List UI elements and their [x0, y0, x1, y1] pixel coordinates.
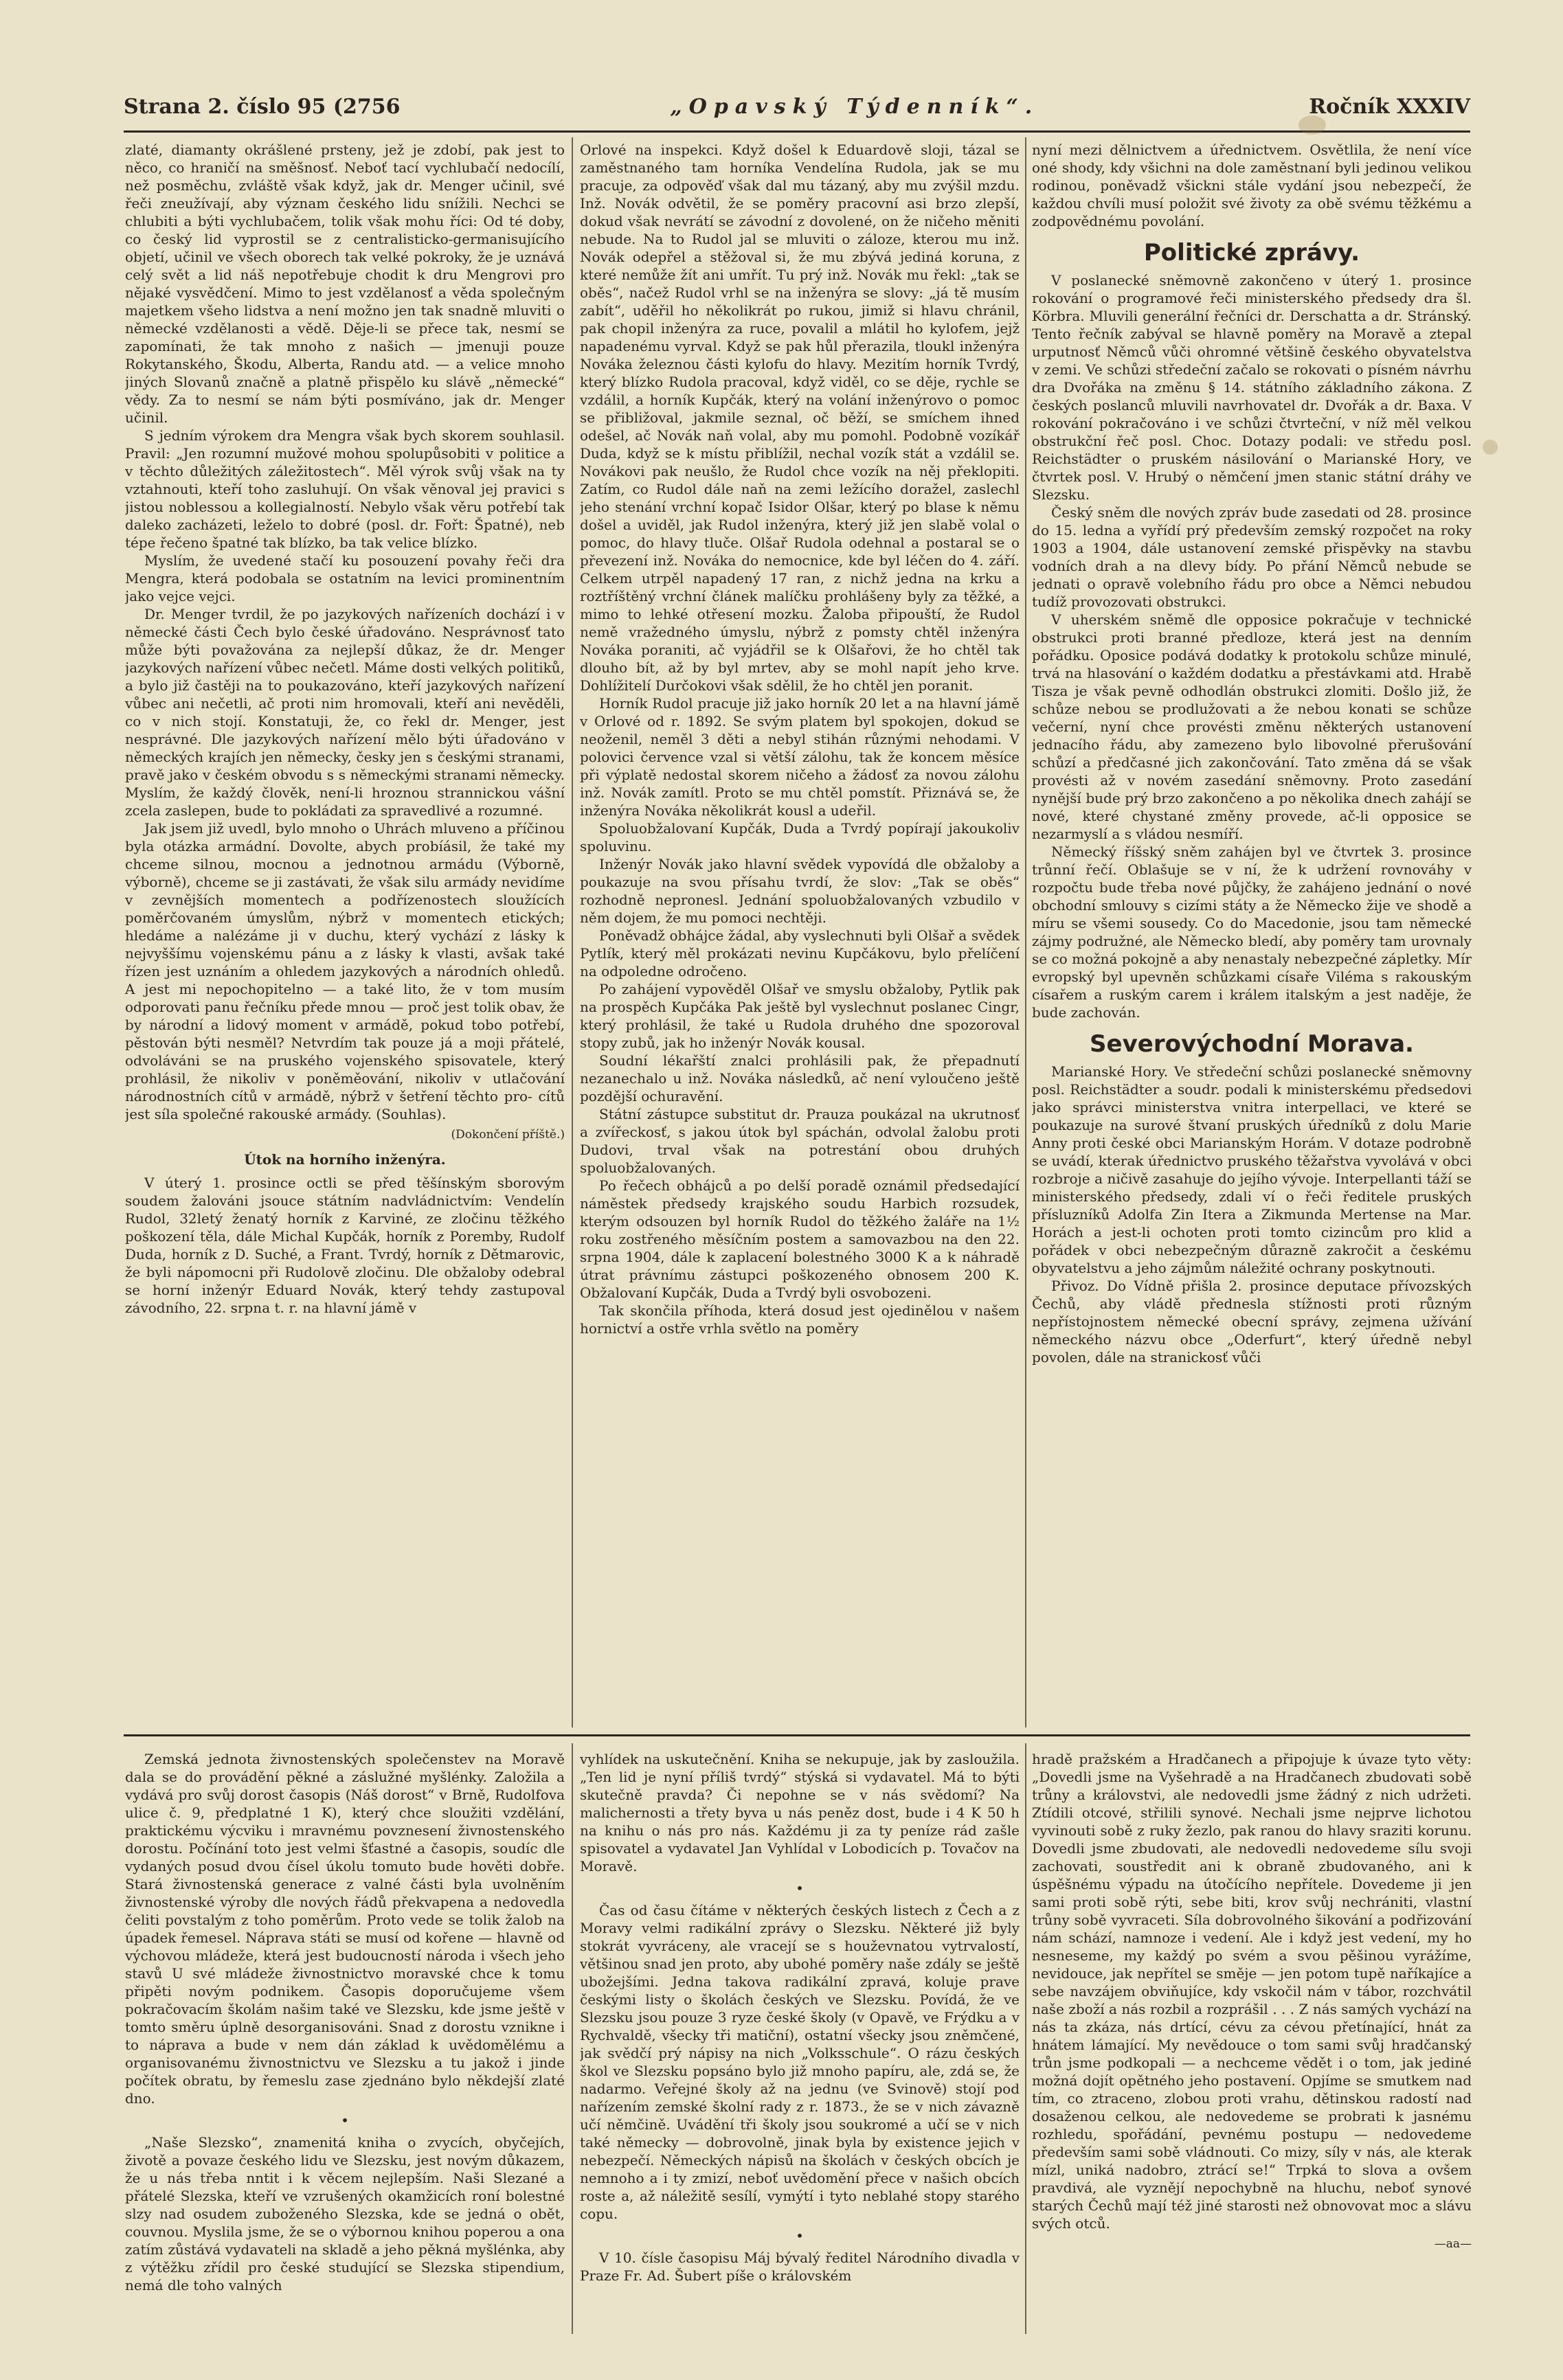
article-paragraph: V 10. čísle časopisu Máj bývalý ředitel Národního divadla v Praze Fr. Ad. Šubert píše o královském: [580, 2249, 1020, 2284]
section-heading-politics: Politické zprávy.: [1143, 239, 1360, 267]
article-paragraph: S jedním výrokem dra Mengra však bych skorem souhlasil. Pravil: „Jen rozumní mužové mohou spolupůsobiti v politice a v těchto důležitých záležitostech“. Měl výrok svůj však na ty vztahnouti, kteří toho zasluhují. On však věnoval jej pravici s jistou noblessou a kollegialností. Nebylo však věru potřebí tak daleko zacházeti, leželo to dobré (posl. dr. Fořt: Špatné), neb tépe řečeno špatné tak blízko, ba tak velice blízko.: [125, 427, 565, 551]
article-headline: Útok na horního inženýra.: [244, 1151, 446, 1168]
article-paragraph: Soudní lékařští znalci prohlásili pak, že přepadnutí nezanechalo u inž. Nováka následků, ač není vyloučeno ještě pozdější ochuravění.: [580, 1052, 1020, 1104]
header-page-number: Strana 2. číslo 95 (2756: [124, 94, 401, 119]
article-paragraph: Tak skončila příhoda, která dosud jest ojedinělou v našem hornictví a ostře vrhla světlo na poměry: [580, 1302, 1020, 1337]
header-volume: Ročník XXXIV: [1309, 94, 1470, 119]
article-paragraph: Státní zástupce substitut dr. Prauza poukázal na ukrutnosť a zvířeckosť, s jakou útok byl spáchán, odvolal žalobu proti Dudovi, trval však na potrestání obou druhých spoluobžalovaných.: [580, 1106, 1020, 1176]
column-divider: [1025, 137, 1026, 1727]
article-paragraph: Spoluobžalovaní Kupčák, Duda a Tvrdý popírají jakoukoliv spoluvinu.: [580, 820, 1020, 854]
article-paragraph: V úterý 1. prosince octli se před těšínským sborovým soudem žalováni jsouce státním nadvládnictvím: Vendelín Rudol, 32letý ženatý horník z Karviné, ze zločinu těžkého poškození těla, dále Michal Kupčák, horník z Poremby, Rudolf Duda, horník z D. Suché, a Frant. Tvrdý, horník z Dětmarovic, že byli nápomocni při Rudolově zločinu. Dle obžaloby odebral se horní inženýr Eduard Novák, který tehdy zastupoval závodního, 22. srpna t. r. na hlavní jámě v: [125, 1175, 565, 1316]
article-paragraph: Marianské Hory. Ve středeční schůzi poslanecké sněmovny posl. Reichstädter a soudr. podali k ministerskému předsedovi jako správci ministerstva vnitra interpellaci, ve které se poukazuje na surové štvaní pruských úředníků z dolu Marie Anny proti české obci Marianským Horám. V dotaze podrobně se uvádí, kterak úřednictvo pruského těžařstva vyvolává v obci rozbroje a ničivě zasahuje do jejího vývoje. Interpellanti táží se ministerského předsedy, zdali ví o řeči ředitele pruských přísluzníků Adolfa Zin Itera a Zikmunda Mertense na Mar. Horách a jest-li ochoten proti tomto cizincům pro klid a pořádek v obci nebezpečným důrazně zakročit a českému obyvatelstvu a jeho zájmům náležité ochrany poskytnouti.: [1032, 1063, 1472, 1276]
page-header: [124, 86, 1470, 127]
column-5: [580, 1750, 1020, 2327]
separator-mark: •: [796, 1880, 804, 1896]
column-divider: [1025, 1743, 1026, 2334]
column-3: [1032, 141, 1472, 1724]
article-paragraph: Po řečech obhájců a po delší poradě oznámil předsedající náměstek předsedy krajského soudu Harbich rozsudek, kterým odsouzen byl horník Rudol do těžkého žaláře na 1½ roku zostřeného měsíčním postem a samovazbou na den 22. srpna 1904, dále k zaplacení bolestného 3000 K a k náhradě útrat právnímu zástupci poškozeného obnosem 200 K. Obžalovaní Kupčák, Duda a Tvrdý byli osvobozeni.: [580, 1177, 1020, 1301]
article-paragraph: Poněvadž obhájce žádal, aby vyslechnuti byli Olšař a svědek Pytlík, který měl prokázati nevinu Kupčákovu, bylo přelíčení na odpoledne odročeno.: [580, 927, 1020, 979]
column-divider: [572, 1743, 573, 2334]
article-paragraph: Přivoz. Do Vídně přišla 2. prosince deputace přívozských Čechů, aby vládě přednesla stížnosti proti různým nepřístojnostem německé obecní správy, zejmena užívání německého názvu obce „Oderfurt“, který úředně nebyl povolen, dále na stranickosť vůči: [1032, 1278, 1472, 1365]
article-paragraph: Jak jsem již uvedl, bylo mnoho o Uhrách mluveno a příčinou byla otázka armádní. Dovolte, abych probíásil, že také my chceme silnou, mocnou a jednotnou armádu (Výborně, výborně), chceme se ji zastávati, že však silu armády nevidíme v zevnějších momentech a podřízenostech sloužících poměrčovaném úmyslům, nýbrž v momentech etických; hledáme a nalézáme ji v duchu, který vychází z lásky k nejvyššímu vojenskému pánu a z lásky k vlasti, avšak také řízen jest uznáním a ohledem jazykových a národních ohledů. A jest mi nepochopitelno — a také lito, že v tom musím odporovati panu řečníku přede mnou — proč jest tolik obav, že by národní a lidový moment v armádě, pokud tobo potřebí, pěstován býti nesměl? Netvrdím tak pouze já a moji přátelé, odvoláváni se na pruského vojenského spisovatele, který prohlásil, že nikoliv v poněměování, nikoliv v utlačování národnostních cítů v armádě, nýbrž v šetření těchto pro- cítů jest síla společné rakouské armády. (Souhlas).: [125, 820, 565, 1122]
article-paragraph: V poslanecké sněmovně zakončeno v úterý 1. prosince rokování o programové řeči ministerského předsedy dra šl. Körbra. Mluvili generální řečníci dr. Derschatta a dr. Stránský. Tento řečník zabýval se hlavně poměry na Moravě a ztepal urputnosť Němců vůči ohromné většině českého obyvatelstva v zemi. Ve schůzi středeční začalo se rokovati o písném návrhu dra Dvořáka na změnu § 14. státního základního zákona. Z českých poslanců mluvili navrhovatel dr. Dvořák a dr. Baxa. V rokování pokračováno i ve schůzi čtvrteční, v níž měl velkou obstrukční řeč posl. Choc. Dotazy podali: ve středu posl. Reichstädter o pruském násilování o Marianské Hory, ve čtvrtek posl. V. Hrubý o němčení jmen stanic státní dráhy ve Slezsku.: [1032, 272, 1472, 503]
article-paragraph: „Naše Slezsko“, znamenitá kniha o zvycích, obyčejích, životě a povaze českého lidu ve Slezsku, jest novým důkazem, že u nás třeba nntit i k věcem nejlepším. Naši Slezané a přátelé Slezska, kteří ve vzrušených okamžicích roní bolestné slzy nad osudem zuboženého Slezska, kde se jedná o obět, couvnou. Myslila jsme, že se o výbornou knihou poperou a ona zatím zůstává vydavateli na skladě a jeho pěkná myšlénka, aby z výtěžku zřídil pro české studující se Slezska stipendium, nemá dle toho valných: [125, 2134, 565, 2293]
article-paragraph: Český sněm dle nových zpráv bude zasedati od 28. prosince do 15. ledna a vyřídí prý především zemský rozpočet na roky 1903 a 1904, dále ustanovení zemské přispěvky na stavbu vodních drah a na dlevy bídy. Po přání Němců nebude se jednati o opravě volebního řádu pro obce a Němci nebudou tudíž provozovati obstrukci.: [1032, 504, 1472, 610]
continued-note: (Dokončení příště.): [451, 1128, 565, 1142]
column-2: [580, 141, 1020, 1724]
column-4: [125, 1750, 565, 2327]
paper-stain: [1298, 115, 1326, 135]
article-paragraph: vyhlídek na uskutečnění. Kniha se nekupuje, jak by zasloužila. „Ten lid je nyní příliš tvrdý“ stýská si vydavatel. Má to býti skutečně pravda? Či nepohne se v nás svědomí? Na malichernosti a třety byva u nás peněz dost, bude i 4 K 50 h na knihu o nás pro nás. Každému ji za ty peníze rád zašle spisovatel a vydavatel Jan Vyhlídal v Lobodicích p. Tovačov na Moravě.: [580, 1751, 1020, 1874]
column-6: [1032, 1750, 1472, 2327]
column-divider: [572, 137, 573, 1727]
separator-mark: •: [341, 2112, 349, 2129]
article-paragraph: Německý říšský sněm zahájen byl ve čtvrtek 3. prosince trůnní řečí. Oblašuje se v ní, že k udržení rovnováhy v rozpočtu bude třeba nové půjčky, že zahájeno jednání o nové obchodní smlouvy s cizími státy a že Německo žije ve shodě a míru se všemi sousedy. Co do Macedonie, jsou tam německé zájmy podružné, ale Německo bledí, aby poměry tam urovnaly se co možná pokojně a aby nenastaly nebezpečné zápletky. Mír evropský byl upevněn schůzkami císaře Viléma s rakouským císařem a ruským carem i králem italským a jest naděje, že bude zachován.: [1032, 843, 1472, 1021]
article-paragraph: nyní mezi dělnictvem a úřednictvem. Osvětlila, že není více oné shody, kdy všichni na dole zaměstnaní byli jedinou velikou rodinou, poněvadž všickni stále vydání jsou nebezpečí, že každou chvíli musí položit své životy za obě svému těžkému a zodpovědnému povolání.: [1032, 141, 1472, 229]
section-heading-moravia: Severovýchodní Morava.: [1090, 1030, 1414, 1058]
article-paragraph: Zemská jednota živnostenských společenstev na Moravě dala se do provádění pěkné a záslužné myšlénky. Založila a vydává pro svůj dorost časopis (Náš dorost“ v Brně, Rudolfova ulice č. 9, předplatné 1 K), který chce sloužiti vzdělání, praktickému výcviku i mravnému povznesení živnostenského dorostu. Počínání toto jest velmi šťastné a časopis, soudíc dle vydaných posud dvou čísel úkolu tomuto bude hověti dobře. Stará živnostenská generace z valné části byla uvolněním živnostenské výroby dle nových řádů překvapena a nedovedla čeliti povstalým z toho poměrům. Proto vede se tolik žalob na úpadek řemesel. Náprava státi se musí od kořene — hlavně od výchovou mládeže, která jest budoucností národa i všech jeho stavů U své mládeže živnostnictvo moravské chce k tomu připěti novým podnikem. Časopis doporučujeme všem pokračovacím školám našim také ve Slezsku, kde jsme ještě v tomto směru úplně desorganisováni. Snad z dorostu vznikne i to náprava a bude v nem dán základ k uvědomělému a organisovanému živnostnictvu ve Slezsku a tu jakož i jinde počítek obratu, by řemeslu zase zjednáno bylo někdejší zlaté dno.: [125, 1751, 565, 2107]
article-paragraph: zlaté, diamanty okrášlené prsteny, jež je zdobí, pak jest to něco, co hraničí na směšnosť. Neboť tací vychlubačí nedocílí, než posměchu, zvláště však když, jak dr. Menger učinil, své řeči zneužívají, aby význam českého lidu snížili. Nechci se chlubiti a býti vychlubačem, tolik však mohu říci: Od té doby, co český lid vyprostil se z centralisticko-germanisujícího objetí, učinil ve všech oborech tak velké pokroky, že je uznává celý svět a lid náš nepotřebuje chodit k dru Mengrovi pro nějaké vysvědčení. Mimo to jest vzdělanosť a věda společným majetkem všeho lidstva a není možno jen tak snadně mluviti o německé vzdělanosti a vědě. Děje-li se přece tak, nesmí se zapomínati, že tak mnoho z našich — jmenuji pouze Rokytanského, Škodu, Alberta, Randu atd. — a velice mnoho jiných Slovanů značně a platně přispělo ku slávě „německé“ vědy. Za to nesmí se nám býti posmíváno, jak dr. Menger učinil.: [125, 141, 565, 426]
article-paragraph: Myslím, že uvedené stačí ku posouzení povahy řeči dra Mengra, která podobala se ostatním na levici prominentním jako vejce vejci.: [125, 552, 565, 604]
section-rule: [124, 1734, 1470, 1736]
article-paragraph: Orlové na inspekci. Když došel k Eduardově sloji, tázal se zaměstnaného tam horníka Vendelína Rudola, jak se mu pracuje, za odpověď však dal mu tázaný, aby mu zvýšil mzdu. Inž. Novák odvětil, že se poměry pracovní asi brzo zlepší, dokud však nevrátí se závodní z dovolené, on že ničeho měniti nebude. Na to Rudol jal se mluviti o záloze, kterou mu inž. Novák odepřel a stěžoval si, že mu zbývá jediná koruna, z které nemůže žít ani umřít. Tu prý inž. Novák mu řekl: „tak se oběs“, načež Rudol vrhl se na inženýra se slovy: „já tě musím zabít“, uděřil ho několikrát po rukou, jimiž si hlavu chránil, pak chopil inženýra za ruce, povalil a mlátil ho kylofem, jejž napadenému vyrval. Když se pak hůl přerazila, tloukl inženýra Nováka železnou části kylofu do hlavy. Mezitím horník Tvrdý, který blízko Rudola pracoval, když viděl, co se děje, rychle se vzdálil, a horník Kupčák, který na volání inženýrovo o pomoc se přibližoval, jakmile seznal, oč běží, se smíchem ihned odešel, ač Novák naň volal, aby mu pomohl. Podobně vozíkář Duda, když se k místu přiblížil, nechal vozík stát a vzdálil se. Novákovi pak neušlo, že Rudol chce vozík na něj překlopiti. Zatím, co Rudol dále naň na zemi ležícího doražel, zaslechl jeho stenání vrchní kopač Isidor Olšar, který po blase k němu došel a uviděl, jak Rudol inženýra, který již jen slabě volal o pomoc, do hlavy tluče. Olšař Rudola odehnal a postaral se o převezení inž. Nováka do nemocnice, kde byl léčen do 4. září. Celkem utrpěl napadený 17 ran, z nichž jedna na krku a roztříštěný vrchní článek malíčku prohlášeny byly za těžké, a mimo to lehké otřesení mozku. Žaloba připouští, že Rudol nemě vražedného úmyslu, nýbrž z pomsty chtěl inženýra Nováka poraniti, ač vyjádřil se k Olšařovi, že ho chtěl tak dlouho bít, až by byl mrtev, aby se mohl napít jeho krve. Dohlížitelí Durčokovi však sdělil, že ho chtěl jen poranit.: [580, 141, 1020, 694]
article-paragraph: Horník Rudol pracuje již jako horník 20 let a na hlavní jámě v Orlové od r. 1892. Se svým platem byl spokojen, dokud se neoženil, neměl 3 děti a nebyl stihán různými nehodami. V polovici července vzal si větší zálohu, tak že koncem měsíce při výplatě nedostal skorem ničeho a žádosť za novou zálohu inž. Novák zamítl. Proto se mu chtěl pomstít. Přiznává se, že inženýra Nováka několikrát kousl a udeřil.: [580, 695, 1020, 819]
article-paragraph: hradě pražském a Hradčanech a připojuje k úvaze tyto věty: „Dovedli jsme na Vyšehradě a na Hradčanech zbudovati sobě trůny a královstvi, ale nedovedli jsme žádný z nich udržeti. Ztídili otcové, střilili synové. Nechali jsme nejprve lichotou vyvinouti sobě z ruky žezlo, pak ranou do hlavy sraziti korunu. Dovedli jsme zbudovati, ale nedovedli nedovedeme sílu svoji zachovati, soustředit ani k obraně zbudovaného, ani k úspěšnému výpadu na útočícího nepřítele. Dovedeme ji jen sami proti sobě rýti, sebe biti, krov svůj nechrániti, vlastní trůny sobě vyvraceti. Síla dobrovolného šikování a podřizování nám schází, namnoze i vedení. Ale i když jest vedení, my ho nesneseme, my každý po svém a svou pěšinou vyrážíme, nevidouce, jak nepřítel se směje — jen potom tupě naříkajíce a sebe navzájem obviňujíce, kdy vskočil nám v tábor, rozchvátil naše zboží a nás rozbil a rozprášil . . . Z nás samých vychází na nás ta zkáza, nás drtící, cévu za cévou přetínající, hnát za hnátem lámající. My nevědouce o tom sami svůj hradčanský trůn jsme podkopali — a nechceme vědět i o tom, jak jediné možná dojít opětného jeho postavení. Opjíme se smutkem nad tím, co ztraceno, zlobou proti vrahu, dětinskou radostí nad dosaženou celkou, ale nedovedeme se probrati k jasnému rozhledu, spořádání, pevnému postupu — nedovedeme především sami sobě vládnouti. Co mizy, síly v nás, ale kterak mízl, uniká nadobro, ztrácí se!“ Trpká to slova a ovšem pravdivá, ale vyznějí nepochybně na hluchu, neboť synové starých Čechů mají též jiné starosti než obnovovat moc a slávu svých otců.: [1032, 1751, 1472, 2232]
paper-stain: [1483, 440, 1498, 455]
article-paragraph: Čas od času čítáme v některých českých listech z Čech a z Moravy velmi radikální zprávy o Slezsku. Některé již byly stokrát vyvráceny, ale vracejí se s houževnatou vytrvalostí, většinou snad jen proto, aby ubohé poměry naše zdály se ještě ubožejšími. Jedna takova radikální zpravá, koluje prave českými listy o školách českých ve Slezsku. Povídá, že ve Slezsku jsou pouze 3 ryze české školy (v Opavě, ve Frýdku a v Rychvaldě, všecky tři matiční), ostatní všecky jsou zněmčené, jak svědčí prý nápisy na nich „Volksschule“. O rázu českých škol ve Slezsku popsáno bylo již mnoho papíru, ale, zdá se, že nadarmo. Veřejné školy až na jednu (ve Svinově) stojí pod nařízením zemské školní rady z r. 1873., že se v nich závazně učí němčině. Uvádění tři školy jsou soukromé a učí se v nich také německy — dobrovolně, jinak byla by existence jejich v nebezpečí. Německých nápisů na školách v českých obcích je nemnoho a i ty zmizí, neboť uvědomění přece v našich obcích roste a, až náležitě sesílí, vymýtí i tyto neblahé stopy starého copu.: [580, 1902, 1020, 2222]
article-paragraph: V uherském sněmě dle opposice pokračuje v technické obstrukci proti branné předloze, která jest na denním pořádku. Oposice podává dodatky k protokolu schůze minulé, trvá na hlasování o každém dodatku a přestávkami atd. Hrabě Tisza je však pevně odhodlán obstrukci zlomiti. Došlo již, že schůze nebou se prodlužovati a že nebou konati se schůze večerní, nyní chce provésti změnu některých ustanovení jednacího řádu, aby zamezeno bylo libovolné přerušování schůzí a předčasné jich zakončování. Tato změna dá se však provésti až v novém zasedání sněmovny. Proto zasedání nynější bude prý brzo zakončeno a po několika dnech zahájí se nové, které chystané změny provede, ač-li opposice se nezarmyslí a s vládou nesmíří.: [1032, 611, 1472, 842]
author-signature: —aa—: [1434, 2237, 1472, 2251]
header-newspaper-title: „Opavský Týdenník“.: [670, 94, 1039, 119]
header-rule: [124, 131, 1470, 133]
article-paragraph: Inženýr Novák jako hlavní svědek vypovídá dle obžaloby a poukazuje na svou přísahu tvrdí, že slov: „Tak se oběs“ rozhodně nepronesl. Jednání spoluobžalovaných vzbudilo v něm dojem, že mu pomoci nechtěji.: [580, 856, 1020, 926]
article-paragraph: Po zahájení vypověděl Olšař ve smyslu obžaloby, Pytlik pak na prospěch Kupčáka Pak ještě byl vyslechnut poslanec Cingr, který prohlásil, že také u Rudola druhého dne spozoroval stopy zubů, jak ho inženýr Novák kousal.: [580, 981, 1020, 1051]
column-1: [125, 141, 565, 1724]
article-paragraph: Dr. Menger tvrdil, že po jazykových nařízeních dochází i v německé části Čech bylo české úřadováno. Nesprávnosť tato může býti považována za nejlepší důkaz, že dr. Menger jazykových nařízení vůbec nečetl. Máme dosti velkých politiků, a bylo již častěji na to poukazováno, kteří jazykových nařízení vůbec ani nečetli, ač proti nim hromovali, kteří ani nevěděli, co v nich stojí. Konstatuji, že, co řekl dr. Menger, jest nesprávné. Dle jazykových nařízení mělo býti úřadováno v německých krajích jen německy, česky jen s českými stranami, pravě jako v českém obvodu s s německými stranami německy. Myslím, že každý člověk, není-li hroznou strannickou vášní zcela zaslepen, bude to pokládati za spravedlivé a rozumné.: [125, 606, 565, 819]
separator-mark: •: [796, 2228, 804, 2244]
